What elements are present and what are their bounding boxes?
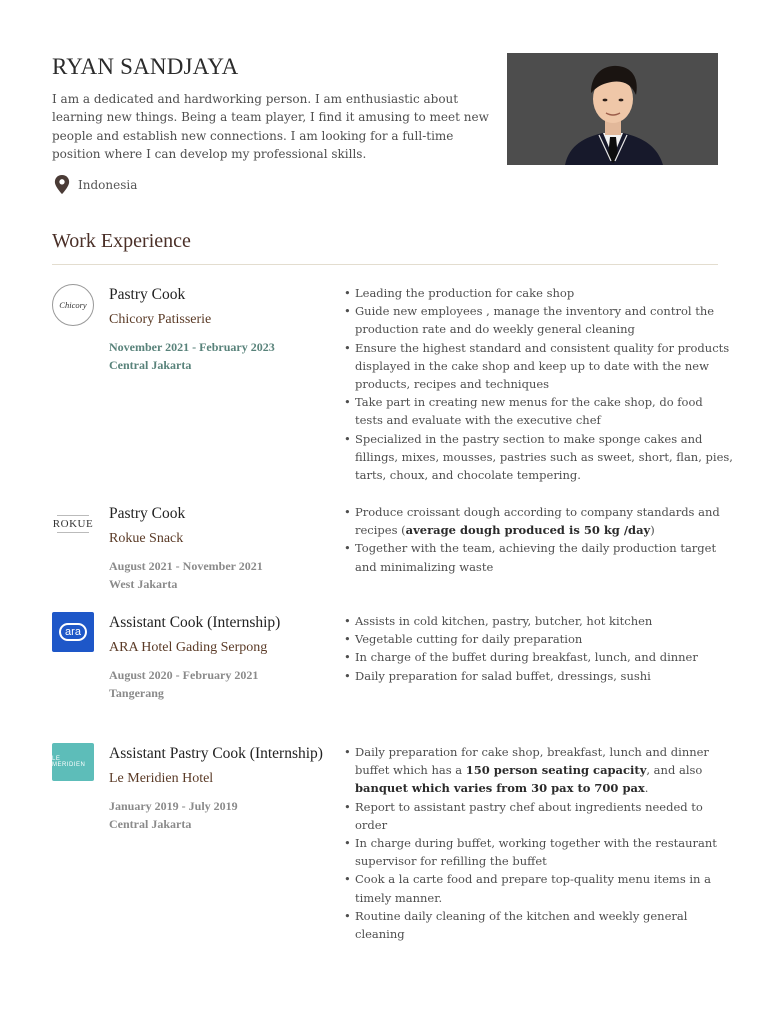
job-role: Assistant Pastry Cook (Internship)	[109, 745, 323, 762]
duty-highlight: average dough produced is 50 kg /day	[405, 523, 651, 538]
job-dates: August 2020 - February 2021	[109, 668, 259, 682]
duty-item: • Take part in creating new menus for the cake shop, do food tests and evaluate with the executive chef	[355, 393, 733, 429]
duty-item: • Specialized in the pastry section to make sponge cakes and fillings, mixes, mousses, pastries such as sweet, short, flan, pies, tarts, choux, and chocolate tempering.	[355, 430, 733, 485]
job-duties	[343, 503, 733, 576]
duty-item: • Vegetable cutting for daily preparation	[355, 630, 733, 648]
location-text: Indonesia	[78, 177, 138, 192]
job-role: Assistant Cook (Internship)	[109, 614, 281, 631]
section-divider	[52, 264, 718, 265]
logo-divider	[57, 532, 89, 533]
duty-item: • Produce croissant dough according to company standards and recipes (average dough produced is 50 kg /day)	[355, 503, 733, 539]
duty-item: • Daily preparation for salad buffet, dressings, sushi	[355, 667, 733, 685]
job-meta	[109, 612, 339, 702]
candidate-name: RYAN SANDJAYA	[52, 54, 239, 79]
job-role: Pastry Cook	[109, 286, 186, 303]
company-logo-text: LE MERIDIEN	[52, 756, 86, 768]
duty-item: • Ensure the highest standard and consistent quality for products displayed in the cake shop and keep up to date with the new products, recipes and techniques	[355, 339, 733, 394]
duty-item: • In charge during buffet, working together with the restaurant supervisor for refilling the buffet	[355, 834, 733, 870]
job-role: Pastry Cook	[109, 505, 186, 522]
duty-item: • Daily preparation for cake shop, breakfast, lunch and dinner buffet which has a 150 person seating capacity, and also banquet which varies from 30 pax to 700 pax.	[355, 743, 733, 798]
company-logo	[52, 743, 94, 781]
profile-summary: I am a dedicated and hardworking person. I am enthusiastic about learning new things. Being a team player, I find it amusing to meet new people and establish new connections. I am looking for a full-time position where I can develop my professional skills.	[52, 92, 489, 161]
duty-item: • Report to assistant pastry chef about ingredients needed to order	[355, 798, 733, 834]
job-dates: November 2021 - February 2023	[109, 340, 275, 354]
job-location: West Jakarta	[109, 577, 178, 591]
duty-item: • Routine daily cleaning of the kitchen and weekly general cleaning	[355, 907, 733, 943]
company-logo-text: ROKUE	[52, 518, 94, 530]
job-company: Rokue Snack	[109, 531, 184, 546]
logo-divider	[57, 515, 89, 516]
duty-highlight: banquet which varies from 30 pax to 700 pax	[355, 781, 645, 796]
section-title-work-experience: Work Experience	[52, 230, 191, 252]
duty-item: • Guide new employees , manage the inventory and control the production rate and do weekly general cleaning	[355, 302, 733, 338]
duty-item: • In charge of the buffet during breakfast, lunch, and dinner	[355, 648, 733, 666]
company-logo	[52, 503, 94, 545]
job-duties	[343, 612, 733, 685]
job-company: Chicory Patisserie	[109, 312, 212, 327]
duty-item: • Together with the team, achieving the daily production target and minimalizing waste	[355, 539, 733, 575]
job-meta	[109, 284, 339, 374]
company-logo	[52, 612, 94, 652]
job-company: ARA Hotel Gading Serpong	[109, 640, 268, 655]
map-pin-icon	[54, 175, 70, 194]
job-duties	[343, 743, 733, 943]
duty-highlight: 150 person seating capacity	[465, 763, 647, 778]
profile-photo	[507, 53, 718, 165]
job-meta	[109, 503, 339, 593]
job-dates: January 2019 - July 2019	[109, 799, 238, 813]
job-dates: August 2021 - November 2021	[109, 559, 263, 573]
company-logo-text: Chicory	[59, 300, 87, 310]
profile-photo-illustration	[507, 53, 718, 165]
duty-item: • Leading the production for cake shop	[355, 284, 733, 302]
job-company: Le Meridien Hotel	[109, 771, 214, 786]
location	[54, 175, 137, 194]
job-location: Central Jakarta	[109, 817, 192, 831]
duty-item: • Cook a la carte food and prepare top-quality menu items in a timely manner.	[355, 870, 733, 906]
job-location: Central Jakarta	[109, 358, 192, 372]
duty-item: • Assists in cold kitchen, pastry, butcher, hot kitchen	[355, 612, 733, 630]
job-location: Tangerang	[109, 686, 164, 700]
job-duties	[343, 284, 733, 484]
company-logo	[52, 284, 94, 326]
company-logo-text: ara	[59, 623, 87, 641]
job-meta	[109, 743, 339, 833]
